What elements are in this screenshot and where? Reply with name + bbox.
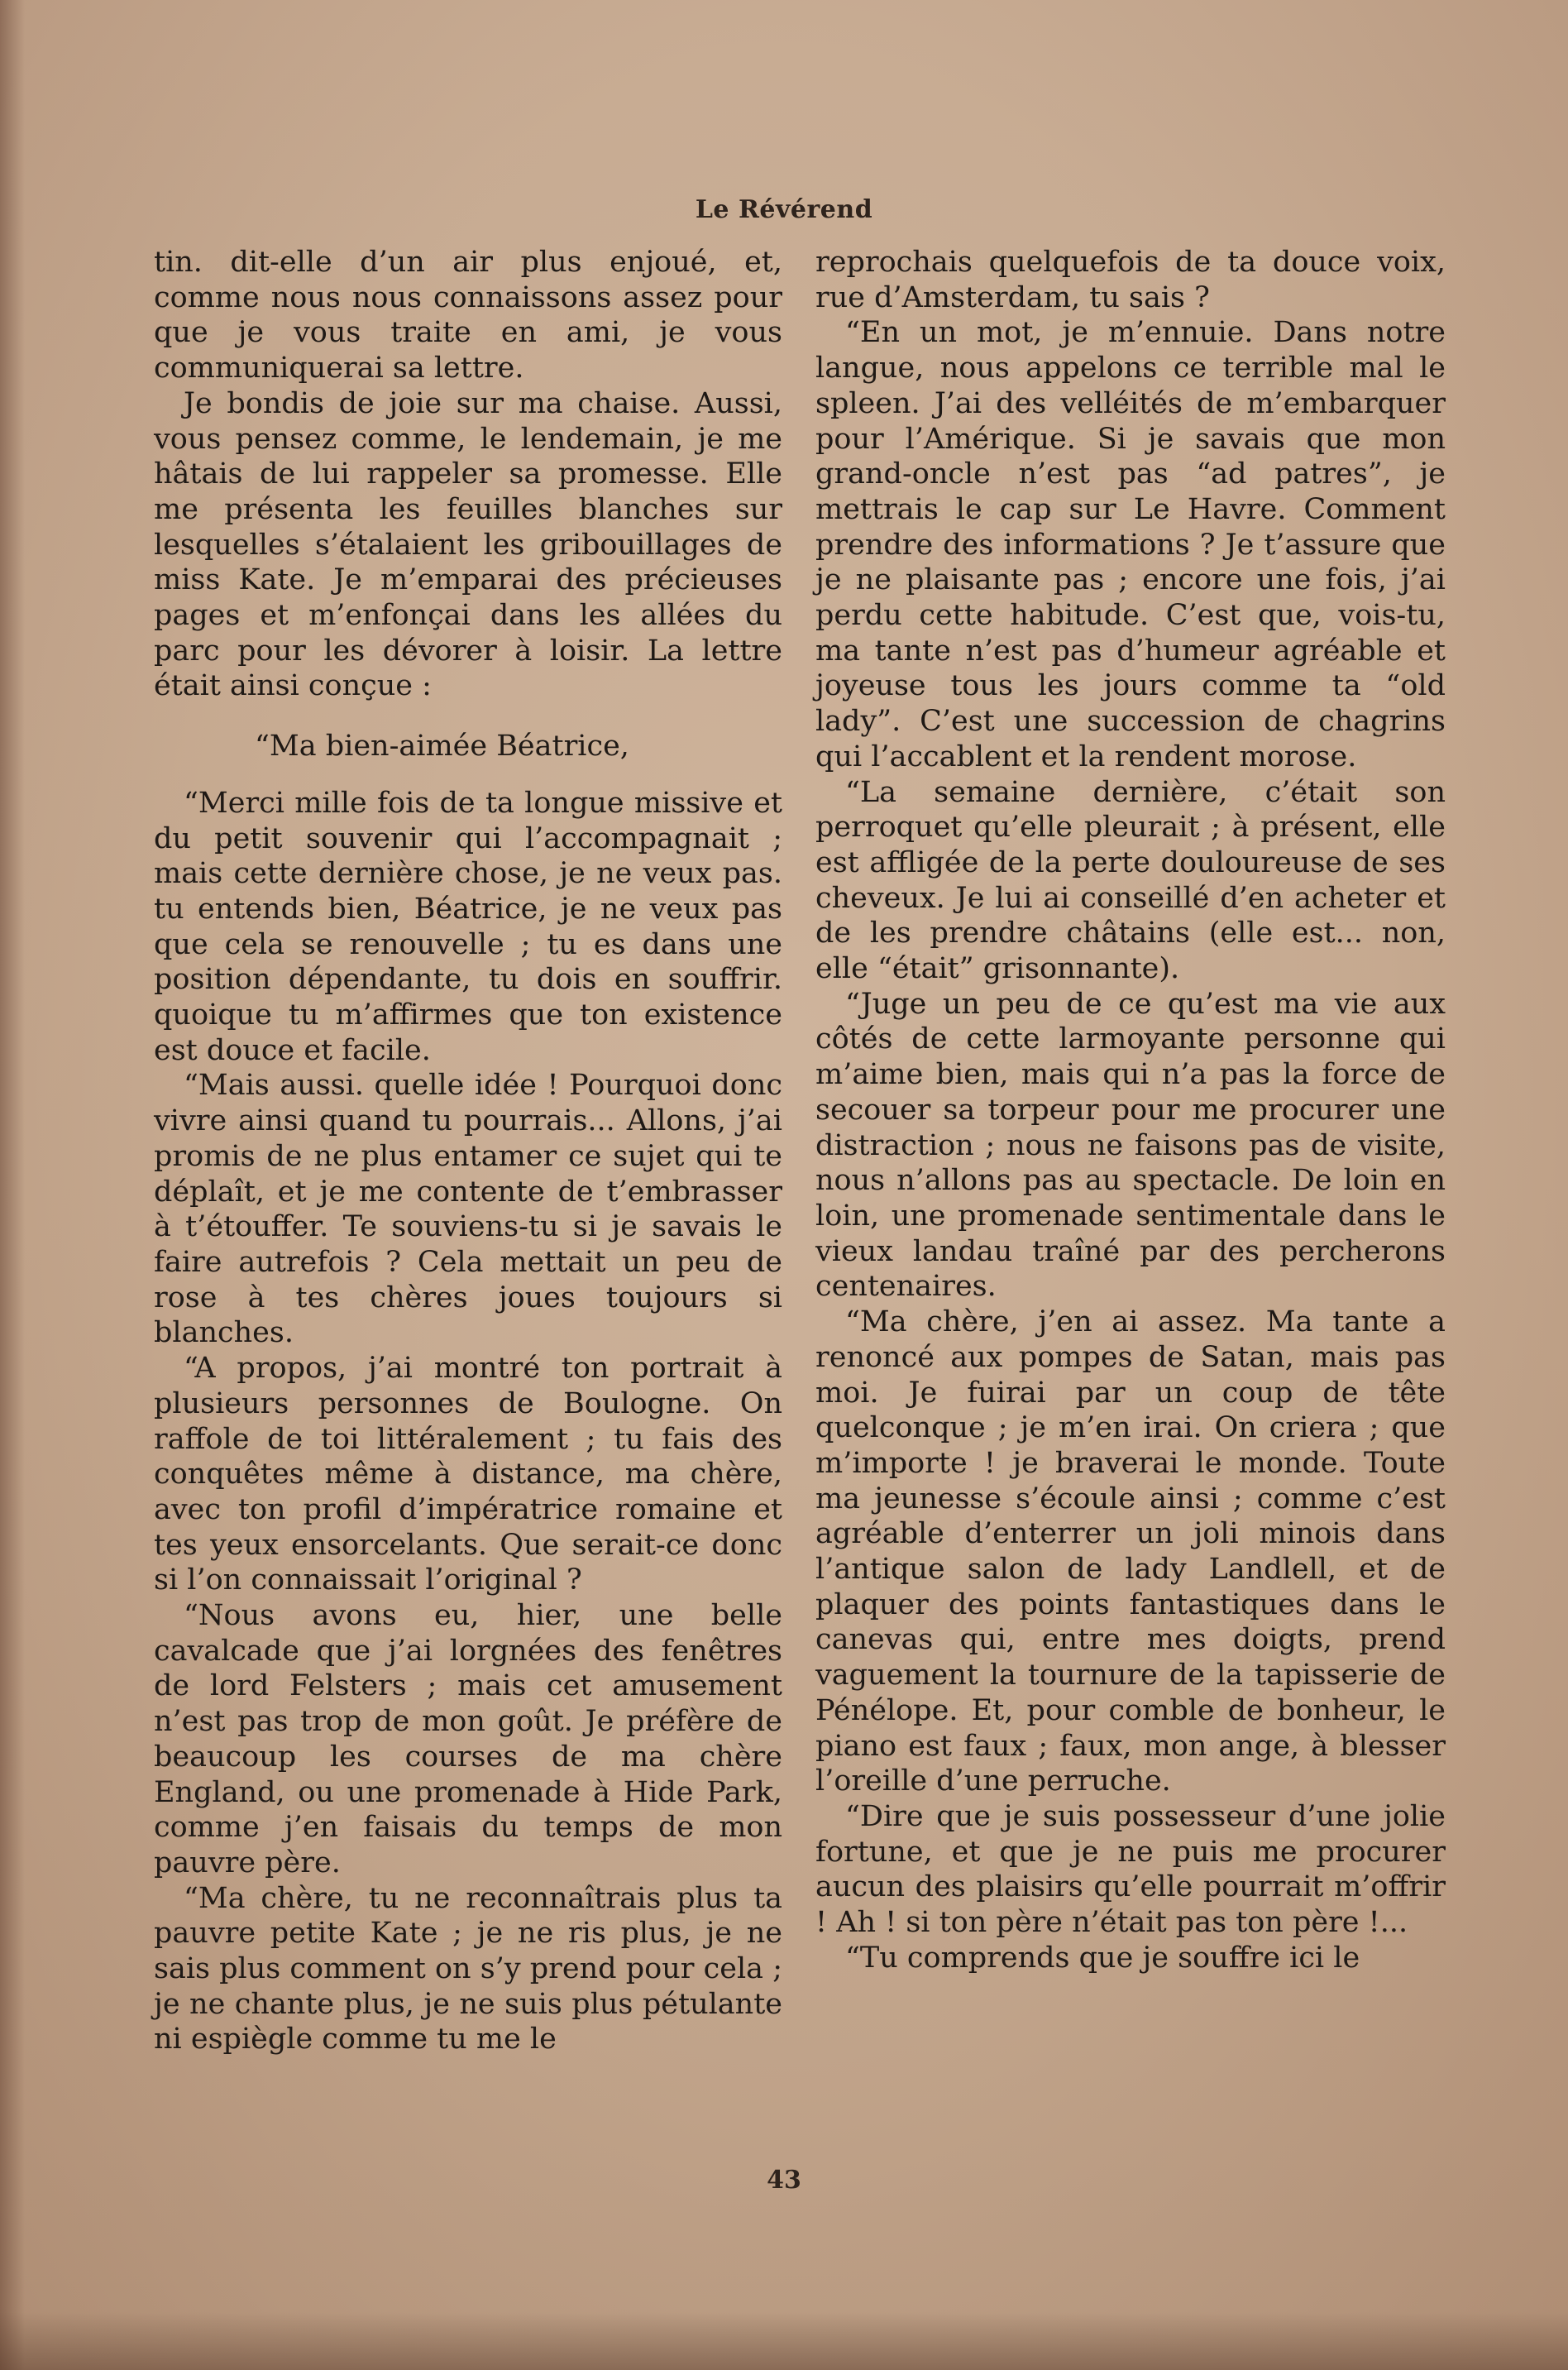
paragraph: “Ma chère, j’en ai assez. Ma tante a renoncé aux pompes de Satan, mais pas moi. Je fuirai par un coup de tête quelconque ; je m’en irai. On criera ; que m’importe ! je braverai le monde. Toute ma jeunesse s’écoule ainsi ; comme c’est agréable d’enterrer un joli minois dans l’antique salon de lady Landlell, et de plaquer des points fantastiques dans le canevas qui, entre mes doigts, prend vaguement la tournure de la tapisserie de Pénélope. Et, pour comble de bonheur, le piano est faux ; faux, mon ange, à blesser l’oreille d’une perruche. (815, 1305, 1446, 1798)
right-text-column (815, 245, 1446, 1975)
left-text-column (154, 245, 782, 2057)
paragraph: “Tu comprends que je souffre ici le (845, 1941, 1360, 1975)
paragraph: “La semaine dernière, c’était son perroquet qu’elle pleurait ; à présent, elle est affligée de la perte douloureuse de ses cheveux. Je lui ai conseillé d’en acheter et de les prendre châtains (elle est... non, elle “était” grisonnante). (815, 775, 1446, 986)
paragraph: “En un mot, je m’ennuie. Dans notre langue, nous appelons ce terrible mal le spleen. J’ai des velléités de m’embarquer pour l’Amérique. Si je savais que mon grand-oncle n’est pas “ad patres”, je mettrais le cap sur Le Havre. Comment prendre des informations ? Je t’assure que je ne plaisante pas ; encore une fois, j’ai perdu cette habitude. C’est que, vois-tu, ma tante n’est pas d’humeur agréable et joyeuse tous les jours comme ta “old lady”. C’est une succession de chagrins qui l’accablent et la rendent morose. (815, 316, 1446, 773)
paragraph: “A propos, j’ai montré ton portrait à plusieurs personnes de Boulogne. On raffole de toi littéralement ; tu fais des conquêtes même à distance, ma chère, avec ton profil d’impératrice romaine et tes yeux ensorcelants. Que serait-ce donc si l’on connaissait l’original ? (154, 1352, 782, 1597)
letter-salutation: “Ma bien-aimée Béatrice, (255, 730, 629, 764)
paragraph: “Merci mille fois de ta longue missive et du petit souvenir qui l’accompagnait ; mais cette dernière chose, je ne veux pas. tu entends bien, Béatrice, je ne veux pas que cela se renouvelle ; tu es dans une position dépendante, tu dois en souffrir. quoique tu m’affirmes que ton existence est douce et facile. (154, 786, 782, 1067)
running-title: Le Révérend (695, 195, 873, 224)
paragraph: “Ma chère, tu ne reconnaîtrais plus ta pauvre petite Kate ; je ne ris plus, je ne sais plus comment on s’y prend pour cela ; je ne chante plus, je ne suis plus pétulante ni espiègle comme tu me le (154, 1881, 782, 2056)
page-edge-shadow-bottom (0, 2312, 1568, 2370)
page-edge-shadow-left (0, 0, 25, 2370)
paragraph: reprochais quelquefois de ta douce voix, rue d’Amsterdam, tu sais ? (815, 246, 1446, 314)
paragraph: Je bondis de joie sur ma chaise. Aussi, vous pensez comme, le lendemain, je me hâtais de lui rappeler sa promesse. Elle me présenta les feuilles blanches sur lesquelles s’étalaient les gribouillages de miss Kate. Je m’emparai des précieuses pages et m’enfonçai dans les allées du parc pour les dévorer à loisir. La lettre était ainsi conçue : (154, 386, 782, 703)
page-number: 43 (767, 2166, 801, 2195)
paragraph: “Dire que je suis possesseur d’une jolie fortune, et que je ne puis me procurer aucun des plaisirs qu’elle pourrait m’offrir ! Ah ! si ton père n’était pas ton père !... (815, 1799, 1446, 1940)
paragraph: “Juge un peu de ce qu’est ma vie aux côtés de cette larmoyante personne qui m’aime bien, mais qui n’a pas la force de secouer sa torpeur pour me procurer une distraction ; nous ne faisons pas de visite, nous n’allons pas au spectacle. De loin en loin, une promenade sentimentale dans le vieux landau traîné par des percherons centenaires. (815, 987, 1446, 1304)
paragraph: “Mais aussi. quelle idée ! Pourquoi donc vivre ainsi quand tu pourrais... Allons, j’ai promis de ne plus entamer ce sujet qui te déplaît, et je me contente de t’embrasser à t’étouffer. Te souviens-tu si je savais le faire autrefois ? Cela mettait un peu de rose à tes chères joues toujours si blanches. (154, 1069, 782, 1350)
paragraph: “Nous avons eu, hier, une belle cavalcade que j’ai lorgnées des fenêtres de lord Felsters ; mais cet amusement n’est pas trop de mon goût. Je préfère de beaucoup les courses de ma chère England, ou une promenade à Hide Park, comme j’en faisais du temps de mon pauvre père. (154, 1599, 782, 1879)
paragraph: tin. dit-elle d’un air plus enjoué, et, comme nous nous connaissons assez pour que je vous traite en ami, je vous communiquerai sa lettre. (154, 246, 782, 385)
